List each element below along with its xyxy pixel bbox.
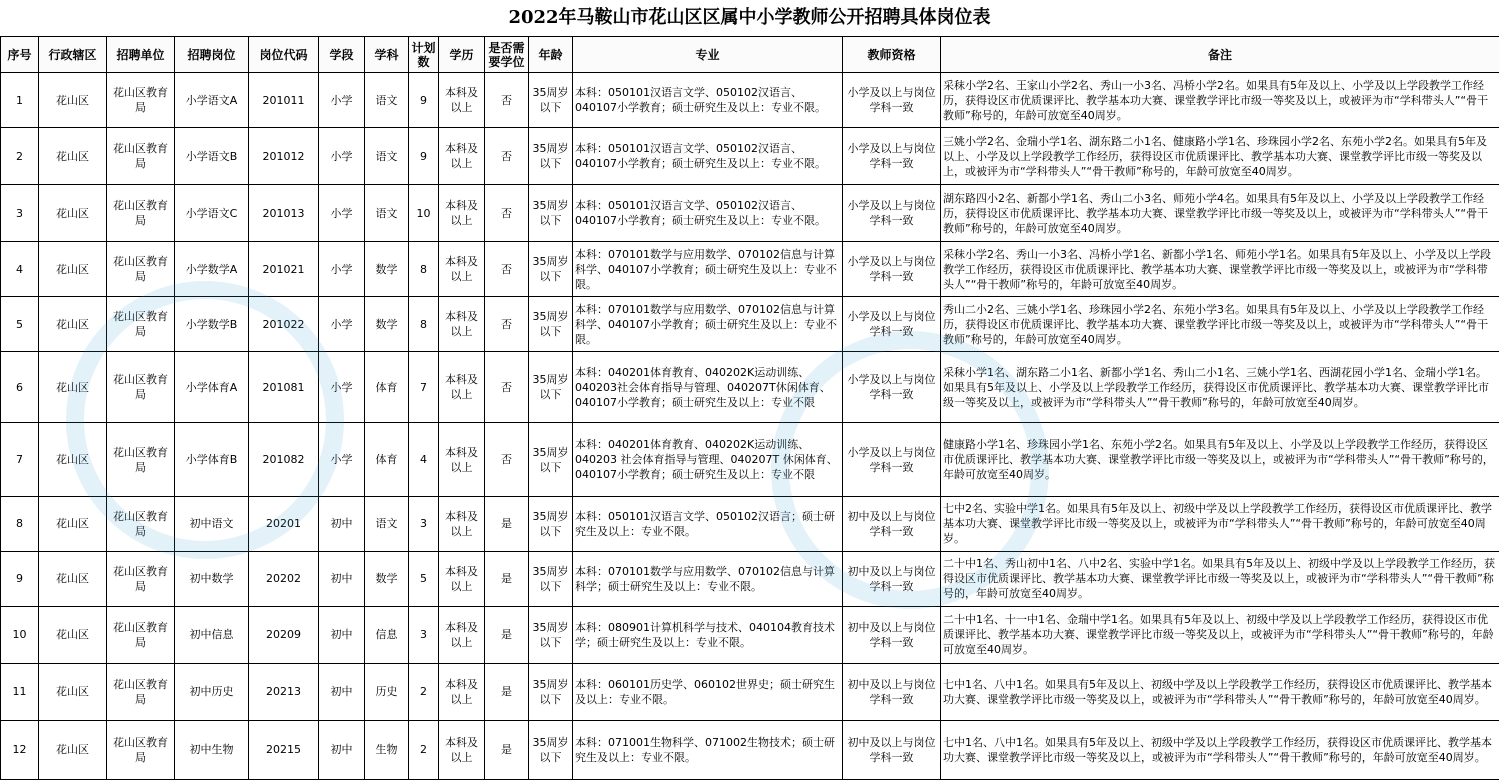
unit-cell: 花山区教育局 xyxy=(107,242,175,297)
code-cell: 201082 xyxy=(249,423,319,496)
district-cell: 花山区 xyxy=(39,606,107,663)
age-cell: 35周岁以下 xyxy=(529,185,573,242)
post-cell: 小学语文B xyxy=(175,128,249,185)
code-cell: 20213 xyxy=(249,663,319,720)
age-cell: 35周岁以下 xyxy=(529,551,573,606)
plan-cell: 3 xyxy=(409,496,439,551)
district-cell: 花山区 xyxy=(39,128,107,185)
unit-cell: 花山区教育局 xyxy=(107,297,175,352)
subject-cell: 体育 xyxy=(365,352,409,423)
education-cell: 本科及以上 xyxy=(439,663,485,720)
unit-cell: 花山区教育局 xyxy=(107,128,175,185)
age-cell: 35周岁以下 xyxy=(529,242,573,297)
note-cell: 采秣小学1名、湖东路二小1名、新都小学1名、秀山二小1名、三姚小学1名、西湖花园小学1名、金瑞小学1名。如果具有5年及以上、小学及以上学段教学工作经历，获得设区市优质课评比、教学基本功大赛、课堂教学评比市级一等奖及以上，或被评为市“学科带头人”“骨干教师”称号的，年龄可放宽至40周岁。 xyxy=(941,352,1499,423)
age-cell: 35周岁以下 xyxy=(529,606,573,663)
unit-cell: 花山区教育局 xyxy=(107,352,175,423)
table-row xyxy=(1,720,1499,779)
degree-cell: 是 xyxy=(485,663,529,720)
row-number: 4 xyxy=(1,242,39,297)
subject-cell: 历史 xyxy=(365,663,409,720)
district-cell: 花山区 xyxy=(39,720,107,779)
certificate-cell: 小学及以上与岗位学科一致 xyxy=(843,128,941,185)
subject-cell: 语文 xyxy=(365,496,409,551)
age-cell: 35周岁以下 xyxy=(529,352,573,423)
post-cell: 初中语文 xyxy=(175,496,249,551)
education-cell: 本科及以上 xyxy=(439,297,485,352)
subject-cell: 语文 xyxy=(365,185,409,242)
table-row xyxy=(1,128,1499,185)
code-cell: 201081 xyxy=(249,352,319,423)
certificate-cell: 初中及以上与岗位学科一致 xyxy=(843,720,941,779)
certificate-cell: 小学及以上与岗位学科一致 xyxy=(843,185,941,242)
age-cell: 35周岁以下 xyxy=(529,720,573,779)
degree-cell: 否 xyxy=(485,128,529,185)
major-cell: 本科：040201体育教育、040202K运动训练、040203社会体育指导与管理、040207T休闲体育、040107小学教育；硕士研究生及以上：专业不限 xyxy=(573,352,843,423)
table-row xyxy=(1,551,1499,606)
major-cell: 本科：070101数学与应用数学、070102信息与计算科学、040107小学教育；硕士研究生及以上：专业不限。 xyxy=(573,242,843,297)
stage-cell: 初中 xyxy=(319,496,365,551)
plan-cell: 4 xyxy=(409,423,439,496)
subject-cell: 语文 xyxy=(365,128,409,185)
post-cell: 小学数学B xyxy=(175,297,249,352)
subject-cell: 数学 xyxy=(365,297,409,352)
row-number: 5 xyxy=(1,297,39,352)
row-number: 1 xyxy=(1,73,39,128)
code-cell: 20209 xyxy=(249,606,319,663)
age-cell: 35周岁以下 xyxy=(529,128,573,185)
note-cell: 秀山二小2名、三姚小学1名、珍珠园小学2名、东苑小学3名。如果具有5年及以上、小学及以上学段教学工作经历，获得设区市优质课评比、教学基本功大赛、课堂教学评比市级一等奖及以上，或被评为市“学科带头人”“骨干教师”称号的，年龄可放宽至40周岁。 xyxy=(941,297,1499,352)
age-cell: 35周岁以下 xyxy=(529,297,573,352)
degree-cell: 是 xyxy=(485,551,529,606)
table-row xyxy=(1,663,1499,720)
major-cell: 本科：050101汉语言文学、050102汉语言、040107小学教育；硕士研究生及以上：专业不限。 xyxy=(573,73,843,128)
major-cell: 本科：050101汉语言文学、050102汉语言、040107小学教育；硕士研究生及以上：专业不限。 xyxy=(573,185,843,242)
plan-cell: 5 xyxy=(409,551,439,606)
column-header: 学科 xyxy=(365,37,409,73)
plan-cell: 9 xyxy=(409,128,439,185)
unit-cell: 花山区教育局 xyxy=(107,551,175,606)
degree-cell: 否 xyxy=(485,423,529,496)
major-cell: 本科：050101汉语言文学、050102汉语言、040107小学教育；硕士研究生及以上：专业不限。 xyxy=(573,128,843,185)
unit-cell: 花山区教育局 xyxy=(107,423,175,496)
stage-cell: 小学 xyxy=(319,73,365,128)
major-cell: 本科：070101数学与应用数学、070102信息与计算科学；硕士研究生及以上：专业不限。 xyxy=(573,551,843,606)
row-number: 8 xyxy=(1,496,39,551)
note-cell: 湖东路四小2名、新都小学1名、秀山二小3名、师苑小学4名。如果具有5年及以上、小学及以上学段教学工作经历，获得设区市优质课评比、教学基本功大赛、课堂教学评比市级一等奖及以上，或被评为市“学科带头人”“骨干教师”称号的，年龄可放宽至40周岁。 xyxy=(941,185,1499,242)
table-row xyxy=(1,423,1499,496)
subject-cell: 语文 xyxy=(365,73,409,128)
age-cell: 35周岁以下 xyxy=(529,663,573,720)
table-row xyxy=(1,242,1499,297)
note-cell: 二十中1名、十一中1名、金瑞中学1名。如果具有5年及以上、初级中学及以上学段教学工作经历，获得设区市优质课评比、教学基本功大赛、课堂教学评比市级一等奖及以上，或被评为市“学科带头人”“骨干教师”称号的，年龄可放宽至40周岁。 xyxy=(941,606,1499,663)
district-cell: 花山区 xyxy=(39,73,107,128)
note-cell: 采秣小学2名、秀山一小3名、冯桥小学1名、新都小学1名、师苑小学1名。如果具有5年及以上、小学及以上学段教学工作经历，获得设区市优质课评比、教学基本功大赛、课堂教学评比市级一等奖及以上，或被评为市“学科带头人”“骨干教师”称号的，年龄可放宽至40周岁。 xyxy=(941,242,1499,297)
district-cell: 花山区 xyxy=(39,663,107,720)
row-number: 9 xyxy=(1,551,39,606)
subject-cell: 信息 xyxy=(365,606,409,663)
education-cell: 本科及以上 xyxy=(439,606,485,663)
education-cell: 本科及以上 xyxy=(439,423,485,496)
post-cell: 初中生物 xyxy=(175,720,249,779)
post-cell: 小学语文C xyxy=(175,185,249,242)
education-cell: 本科及以上 xyxy=(439,352,485,423)
major-cell: 本科：040201体育教育、040202K运动训练、040203 社会体育指导与管理、040207T 休闲体育、040107小学教育；硕士研究生及以上：专业不限 xyxy=(573,423,843,496)
post-cell: 小学体育B xyxy=(175,423,249,496)
row-number: 2 xyxy=(1,128,39,185)
stage-cell: 初中 xyxy=(319,551,365,606)
plan-cell: 8 xyxy=(409,297,439,352)
plan-cell: 2 xyxy=(409,663,439,720)
note-cell: 健康路小学1名、珍珠园小学1名、东苑小学2名。如果具有5年及以上、小学及以上学段教学工作经历，获得设区市优质课评比、教学基本功大赛、课堂教学评比市级一等奖及以上，或被评为市“学科带头人”“骨干教师”称号的，年龄可放宽至40周岁。 xyxy=(941,423,1499,496)
plan-cell: 7 xyxy=(409,352,439,423)
table-row xyxy=(1,73,1499,128)
stage-cell: 小学 xyxy=(319,242,365,297)
major-cell: 本科：080901计算机科学与技术、040104教育技术学；硕士研究生及以上：专业不限。 xyxy=(573,606,843,663)
column-header: 招聘单位 xyxy=(107,37,175,73)
age-cell: 35周岁以下 xyxy=(529,423,573,496)
note-cell: 七中1名、八中1名。如果具有5年及以上、初级中学及以上学段教学工作经历，获得设区市优质课评比、教学基本功大赛、课堂教学评比市级一等奖及以上，或被评为市“学科带头人”“骨干教师”称号的，年龄可放宽至40周岁。 xyxy=(941,663,1499,720)
certificate-cell: 小学及以上与岗位学科一致 xyxy=(843,352,941,423)
district-cell: 花山区 xyxy=(39,352,107,423)
column-header: 专业 xyxy=(573,37,843,73)
district-cell: 花山区 xyxy=(39,551,107,606)
note-cell: 二十中1名、秀山初中1名、八中2名、实验中学1名。如果具有5年及以上、初级中学及以上学段教学工作经历，获得设区市优质课评比、教学基本功大赛、课堂教学评比市级一等奖及以上，或被评为市“学科带头人”“骨干教师”称号的，年龄可放宽至40周岁。 xyxy=(941,551,1499,606)
note-cell: 采秣小学2名、王家山小学2名、秀山一小3名、冯桥小学2名。如果具有5年及以上、小学及以上学段教学工作经历，获得设区市优质课评比、教学基本功大赛、课堂教学评比市级一等奖及以上，或被评为市“学科带头人”“骨干教师”称号的，年龄可放宽至40周岁。 xyxy=(941,73,1499,128)
unit-cell: 花山区教育局 xyxy=(107,720,175,779)
education-cell: 本科及以上 xyxy=(439,128,485,185)
row-number: 12 xyxy=(1,720,39,779)
post-cell: 初中信息 xyxy=(175,606,249,663)
unit-cell: 花山区教育局 xyxy=(107,606,175,663)
subject-cell: 数学 xyxy=(365,551,409,606)
row-number: 3 xyxy=(1,185,39,242)
certificate-cell: 小学及以上与岗位学科一致 xyxy=(843,73,941,128)
degree-cell: 否 xyxy=(485,242,529,297)
plan-cell: 2 xyxy=(409,720,439,779)
stage-cell: 初中 xyxy=(319,606,365,663)
degree-cell: 是 xyxy=(485,720,529,779)
column-header: 计划数 xyxy=(409,37,439,73)
post-cell: 初中历史 xyxy=(175,663,249,720)
degree-cell: 否 xyxy=(485,297,529,352)
degree-cell: 是 xyxy=(485,496,529,551)
row-number: 11 xyxy=(1,663,39,720)
plan-cell: 10 xyxy=(409,185,439,242)
stage-cell: 小学 xyxy=(319,352,365,423)
code-cell: 20201 xyxy=(249,496,319,551)
age-cell: 35周岁以下 xyxy=(529,73,573,128)
district-cell: 花山区 xyxy=(39,242,107,297)
education-cell: 本科及以上 xyxy=(439,185,485,242)
column-header: 学段 xyxy=(319,37,365,73)
education-cell: 本科及以上 xyxy=(439,551,485,606)
education-cell: 本科及以上 xyxy=(439,73,485,128)
degree-cell: 否 xyxy=(485,73,529,128)
post-cell: 小学数学A xyxy=(175,242,249,297)
district-cell: 花山区 xyxy=(39,185,107,242)
column-header: 招聘岗位 xyxy=(175,37,249,73)
code-cell: 20202 xyxy=(249,551,319,606)
subject-cell: 体育 xyxy=(365,423,409,496)
note-cell: 三姚小学2名、金瑞小学1名、湖东路二小1名、健康路小学1名、珍珠园小学2名、东苑小学2名。如果具有5年及以上、小学及以上学段教学工作经历，获得设区市优质课评比、教学基本功大赛、课堂教学评比市级一等奖及以上，或被评为市“学科带头人”“骨干教师”称号的，年龄可放宽至40周岁。 xyxy=(941,128,1499,185)
unit-cell: 花山区教育局 xyxy=(107,663,175,720)
major-cell: 本科：070101数学与应用数学、070102信息与计算科学、040107小学教育；硕士研究生及以上：专业不限。 xyxy=(573,297,843,352)
table-row xyxy=(1,606,1499,663)
certificate-cell: 小学及以上与岗位学科一致 xyxy=(843,242,941,297)
district-cell: 花山区 xyxy=(39,496,107,551)
column-header: 行政辖区 xyxy=(39,37,107,73)
post-cell: 小学体育A xyxy=(175,352,249,423)
certificate-cell: 初中及以上与岗位学科一致 xyxy=(843,606,941,663)
education-cell: 本科及以上 xyxy=(439,720,485,779)
note-cell: 七中2名、实验中学1名。如果具有5年及以上、初级中学及以上学段教学工作经历，获得设区市优质课评比、教学基本功大赛、课堂教学评比市级一等奖及以上，或被评为市“学科带头人”“骨干教师”称号的，年龄可放宽至40周岁。 xyxy=(941,496,1499,551)
major-cell: 本科：050101汉语言文学、050102汉语言；硕士研究生及以上：专业不限。 xyxy=(573,496,843,551)
plan-cell: 3 xyxy=(409,606,439,663)
jobs-table xyxy=(0,36,1499,780)
column-header: 序号 xyxy=(1,37,39,73)
certificate-cell: 初中及以上与岗位学科一致 xyxy=(843,551,941,606)
column-header: 学历 xyxy=(439,37,485,73)
degree-cell: 否 xyxy=(485,352,529,423)
note-cell: 七中1名、八中1名。如果具有5年及以上、初级中学及以上学段教学工作经历，获得设区市优质课评比、教学基本功大赛、课堂教学评比市级一等奖及以上，或被评为市“学科带头人”“骨干教师”称号的，年龄可放宽至40周岁。 xyxy=(941,720,1499,779)
stage-cell: 初中 xyxy=(319,663,365,720)
stage-cell: 小学 xyxy=(319,297,365,352)
certificate-cell: 小学及以上与岗位学科一致 xyxy=(843,297,941,352)
code-cell: 201011 xyxy=(249,73,319,128)
table-row xyxy=(1,496,1499,551)
column-header: 是否需要学位 xyxy=(485,37,529,73)
column-header: 备注 xyxy=(941,37,1499,73)
row-number: 6 xyxy=(1,352,39,423)
plan-cell: 9 xyxy=(409,73,439,128)
subject-cell: 生物 xyxy=(365,720,409,779)
table-row xyxy=(1,352,1499,423)
plan-cell: 8 xyxy=(409,242,439,297)
stage-cell: 小学 xyxy=(319,423,365,496)
certificate-cell: 初中及以上与岗位学科一致 xyxy=(843,663,941,720)
stage-cell: 小学 xyxy=(319,128,365,185)
stage-cell: 小学 xyxy=(319,185,365,242)
unit-cell: 花山区教育局 xyxy=(107,496,175,551)
district-cell: 花山区 xyxy=(39,423,107,496)
major-cell: 本科：071001生物科学、071002生物技术；硕士研究生及以上：专业不限。 xyxy=(573,720,843,779)
major-cell: 本科：060101历史学、060102世界史；硕士研究生及以上：专业不限。 xyxy=(573,663,843,720)
row-number: 7 xyxy=(1,423,39,496)
table-row xyxy=(1,185,1499,242)
certificate-cell: 初中及以上与岗位学科一致 xyxy=(843,496,941,551)
unit-cell: 花山区教育局 xyxy=(107,73,175,128)
age-cell: 35周岁以下 xyxy=(529,496,573,551)
page-title: 2022年马鞍山市花山区区属中小学教师公开招聘具体岗位表 xyxy=(508,7,991,28)
post-cell: 初中数学 xyxy=(175,551,249,606)
column-header: 岗位代码 xyxy=(249,37,319,73)
district-cell: 花山区 xyxy=(39,297,107,352)
code-cell: 201022 xyxy=(249,297,319,352)
certificate-cell: 小学及以上与岗位学科一致 xyxy=(843,423,941,496)
stage-cell: 初中 xyxy=(319,720,365,779)
degree-cell: 否 xyxy=(485,185,529,242)
degree-cell: 是 xyxy=(485,606,529,663)
column-header: 年龄 xyxy=(529,37,573,73)
education-cell: 本科及以上 xyxy=(439,496,485,551)
unit-cell: 花山区教育局 xyxy=(107,185,175,242)
code-cell: 20215 xyxy=(249,720,319,779)
code-cell: 201021 xyxy=(249,242,319,297)
code-cell: 201012 xyxy=(249,128,319,185)
post-cell: 小学语文A xyxy=(175,73,249,128)
education-cell: 本科及以上 xyxy=(439,242,485,297)
code-cell: 201013 xyxy=(249,185,319,242)
header-row xyxy=(1,37,1499,73)
subject-cell: 数学 xyxy=(365,242,409,297)
table-row xyxy=(1,297,1499,352)
row-number: 10 xyxy=(1,606,39,663)
column-header: 教师资格 xyxy=(843,37,941,73)
